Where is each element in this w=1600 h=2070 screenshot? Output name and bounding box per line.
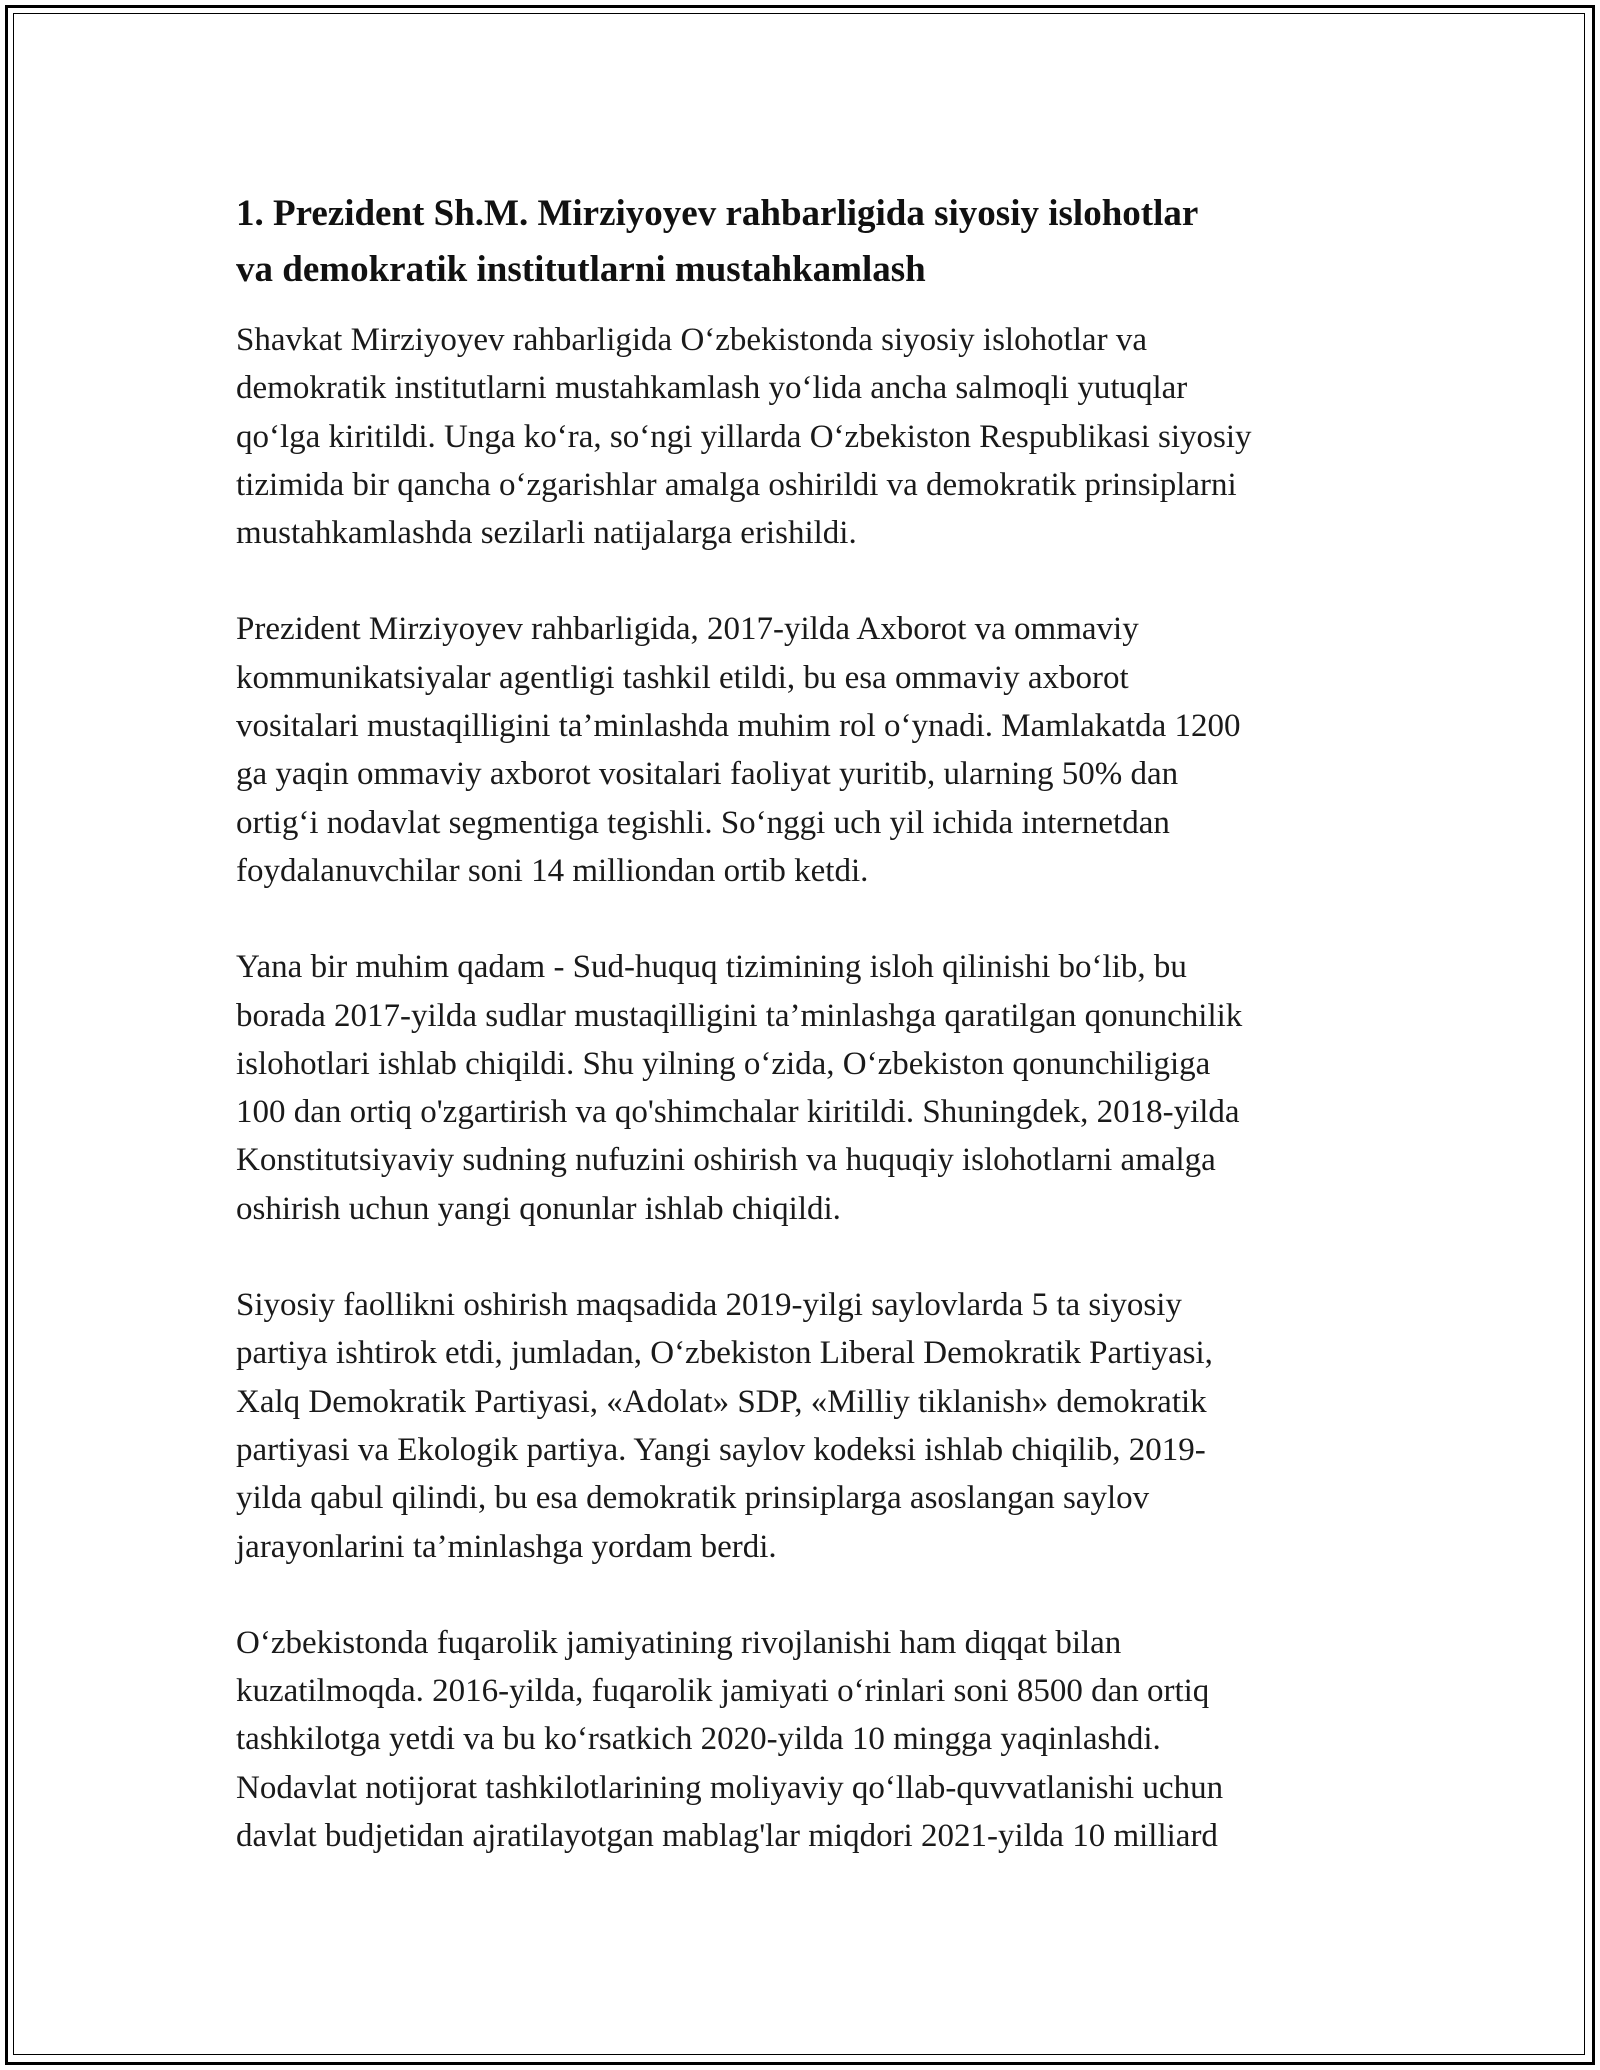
paragraph-1 xyxy=(236,316,1366,557)
paragraph-5 xyxy=(236,1619,1366,1860)
paragraph-line: Siyosiy faollikni oshirish maqsadida 2019-yilgi saylovlarda 5 ta siyosiy xyxy=(236,1287,1182,1324)
section-heading xyxy=(236,186,1366,298)
paragraph-line: ga yaqin ommaviy axborot vositalari faoliyat yuritib, ularning 50% dan xyxy=(236,756,1179,793)
paragraph-line: jarayonlarini ta’minlashga yordam berdi. xyxy=(236,1528,777,1565)
paragraph-line: islohotlari ishlab chiqildi. Shu yilning o‘zida, O‘zbekiston qonunchiligiga xyxy=(236,1045,1211,1082)
paragraph-line: oshirish uchun yangi qonunlar ishlab chiqildi. xyxy=(236,1190,841,1227)
paragraph-line: partiyasi va Ekologik partiya. Yangi saylov kodeksi ishlab chiqilib, 2019- xyxy=(236,1431,1206,1468)
paragraph-line: tashkilotga yetdi va bu ko‘rsatkich 2020-yilda 10 mingga yaqinlashdi. xyxy=(236,1721,1161,1758)
paragraph-line: davlat budjetidan ajratilayotgan mablag'lar miqdori 2021-yilda 10 milliard xyxy=(236,1818,1218,1855)
paragraph-line: yilda qabul qilindi, bu esa demokratik prinsiplarga asoslangan saylov xyxy=(236,1480,1150,1517)
paragraph-line: tizimida bir qancha o‘zgarishlar amalga oshirildi va demokratik prinsiplarni xyxy=(236,466,1237,503)
paragraph-line: demokratik institutlarni mustahkamlash yo‘lida ancha salmoqli yutuqlar xyxy=(236,370,1188,407)
paragraph-3 xyxy=(236,943,1366,1233)
paragraph-2 xyxy=(236,605,1366,895)
paragraph-4 xyxy=(236,1281,1366,1571)
heading-line: va demokratik institutlarni mustahkamlash xyxy=(236,249,926,290)
paragraph-line: kommunikatsiyalar agentligi tashkil etildi, bu esa ommaviy axborot xyxy=(236,659,1129,696)
paragraph-line: 100 dan ortiq o'zgartirish va qo'shimchalar kiritildi. Shuningdek, 2018-yilda xyxy=(236,1094,1240,1131)
paragraph-line: qo‘lga kiritildi. Unga ko‘ra, so‘ngi yillarda O‘zbekiston Respublikasi siyosiy xyxy=(236,418,1252,455)
paragraph-line: Prezident Mirziyoyev rahbarligida, 2017-yilda Axborot va ommaviy xyxy=(236,611,1139,648)
paragraph-line: partiya ishtirok etdi, jumladan, O‘zbekiston Liberal Demokratik Partiyasi, xyxy=(236,1335,1213,1372)
document-body xyxy=(236,186,1366,1908)
paragraph-line: Yana bir muhim qadam - Sud-huquq tizimining isloh qilinishi bo‘lib, bu xyxy=(236,949,1187,986)
paragraph-line: Konstitutsiyaviy sudning nufuzini oshirish va huquqiy islohotlarni amalga xyxy=(236,1142,1216,1179)
paragraph-line: borada 2017-yilda sudlar mustaqilligini ta’minlashga qaratilgan qonunchilik xyxy=(236,997,1243,1034)
paragraph-line: mustahkamlashda sezilarli natijalarga erishildi. xyxy=(236,515,857,552)
paragraph-line: ortig‘i nodavlat segmentiga tegishli. So‘nggi uch yil ichida internetdan xyxy=(236,804,1170,841)
paragraph-line: Xalq Demokratik Partiyasi, «Adolat» SDP, «Milliy tiklanish» demokratik xyxy=(236,1383,1207,1420)
paragraph-line: vositalari mustaqilligini ta’minlashda muhim rol o‘ynadi. Mamlakatda 1200 xyxy=(236,708,1241,745)
paragraph-line: O‘zbekistonda fuqarolik jamiyatining rivojlanishi ham diqqat bilan xyxy=(236,1624,1122,1661)
paragraph-line: kuzatilmoqda. 2016-yilda, fuqarolik jamiyati o‘rinlari soni 8500 dan ortiq xyxy=(236,1673,1210,1710)
paragraph-line: Shavkat Mirziyoyev rahbarligida O‘zbekistonda siyosiy islohotlar va xyxy=(236,322,1147,358)
heading-line: 1. Prezident Sh.M. Mirziyoyev rahbarligida siyosiy islohotlar xyxy=(236,193,1199,234)
paragraph-line: Nodavlat notijorat tashkilotlarining moliyaviy qo‘llab-quvvatlanishi uchun xyxy=(236,1769,1224,1806)
paragraph-line: foydalanuvchilar soni 14 milliondan ortib ketdi. xyxy=(236,852,869,889)
